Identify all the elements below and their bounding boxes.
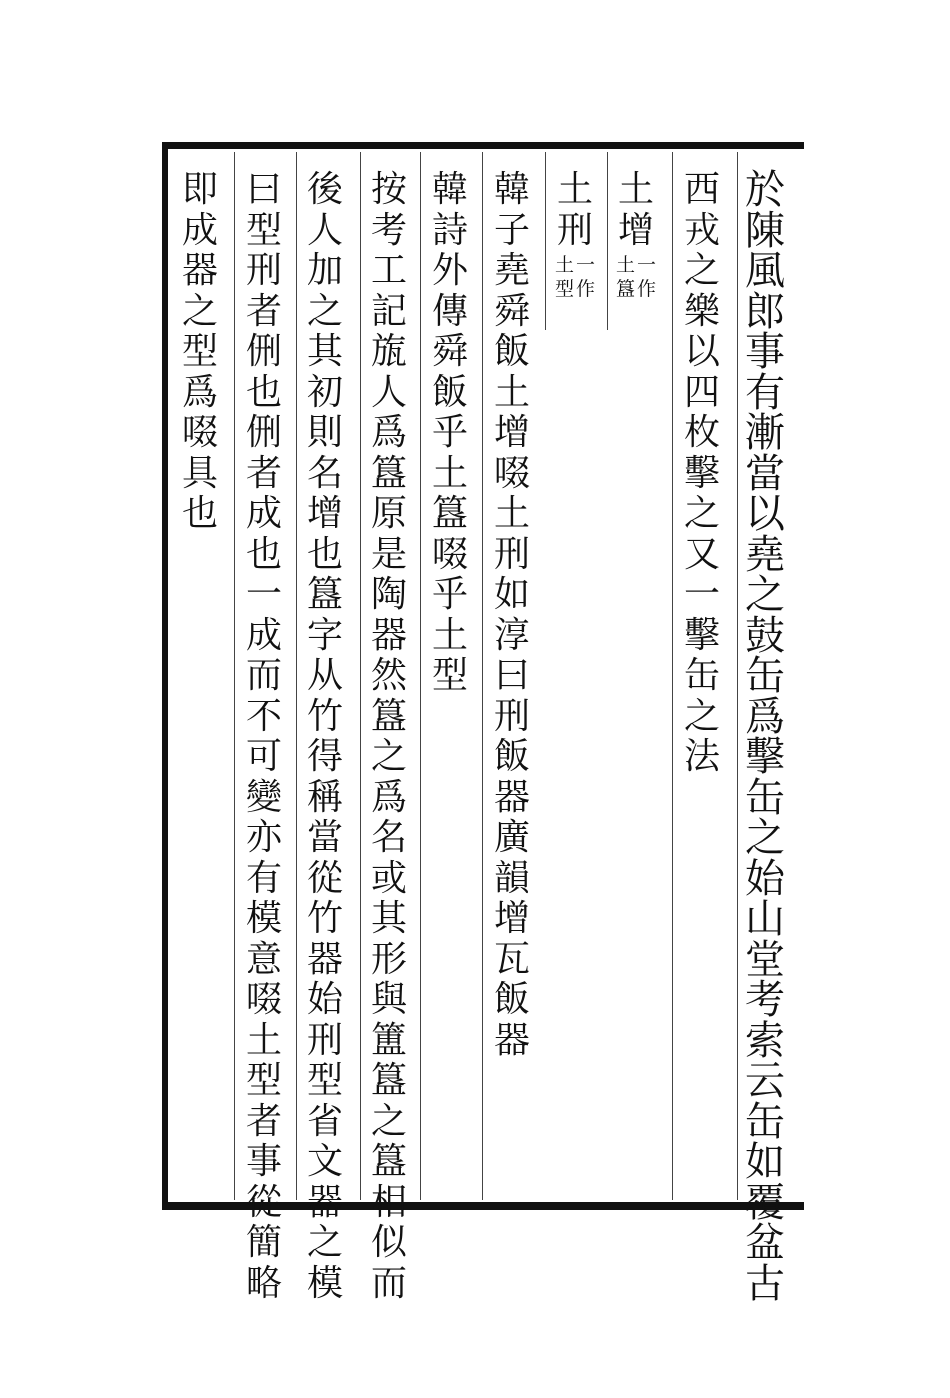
text-column-6 [425,170,475,697]
column-divider [672,152,673,1200]
note-line-left [555,253,574,301]
page-frame [162,142,804,1307]
column-text: 後 人 加 之 其 初 則 名 增 也 簋 字 从 竹 得 稱 當 從 竹 器 始 刑 型 省 文 器 之 模 [306,169,343,1304]
note-line-right [576,253,595,301]
column-divider [545,152,546,330]
top-border-rule [162,142,804,149]
text-column-5 [487,170,537,1061]
column-divider [737,152,738,1200]
note-text: 土 簋 [615,254,635,300]
interlinear-note [616,253,656,301]
text-column-8 [300,170,350,1304]
column-text: 韓 子 堯 舜 飯 土 增 啜 土 刑 如 淳 曰 刑 飯 器 廣 韻 增 瓦 飯 器 [493,169,530,1061]
column-text: 於 陳 風 郎 事 有 漸 當 以 堯 之 鼓 缶 爲 擊 缶 之 始 山 堂 考 索 云 缶 如 覆 盆 古 [745,167,785,1307]
column-text: 韓 詩 外 傳 舜 飯 乎 土 簋 啜 乎 土 型 [431,169,468,696]
column-text: 按 考 工 記 旊 人 爲 簋 原 是 陶 器 然 簋 之 爲 名 或 其 形 與 簠 簋 之 簋 相 似 而 [370,169,407,1304]
text-column-9 [239,170,289,1304]
entry-heading-1 [611,170,661,301]
text-column-10 [175,170,225,535]
text-column-1 [740,167,790,1307]
column-text: 曰 型 刑 者 侀 也 侀 者 成 也 一 成 而 不 可 變 亦 有 模 意 啜 土 型 者 事 從 簡 略 [245,169,282,1304]
entry-heading-2 [550,170,600,301]
note-line-left [616,253,635,301]
left-border-rule [162,142,168,1210]
column-divider [482,152,483,1200]
note-text: 土 型 [554,254,574,300]
column-divider [296,152,297,1200]
heading-text: 土 增 [617,169,654,251]
text-column-2 [677,170,727,778]
note-text: 一 作 [576,254,596,300]
heading-text: 土 刑 [556,169,593,251]
column-divider [607,152,608,330]
note-text: 一 作 [637,254,657,300]
column-divider [420,152,421,1200]
interlinear-note [555,253,595,301]
column-text: 西 戎 之 樂 以 四 枚 擊 之 又 一 擊 缶 之 法 [683,169,720,777]
column-text: 即 成 器 之 型 爲 啜 具 也 [181,169,218,534]
column-divider [234,152,235,1200]
column-divider [360,152,361,1200]
text-column-7 [364,170,414,1304]
note-line-right [637,253,656,301]
